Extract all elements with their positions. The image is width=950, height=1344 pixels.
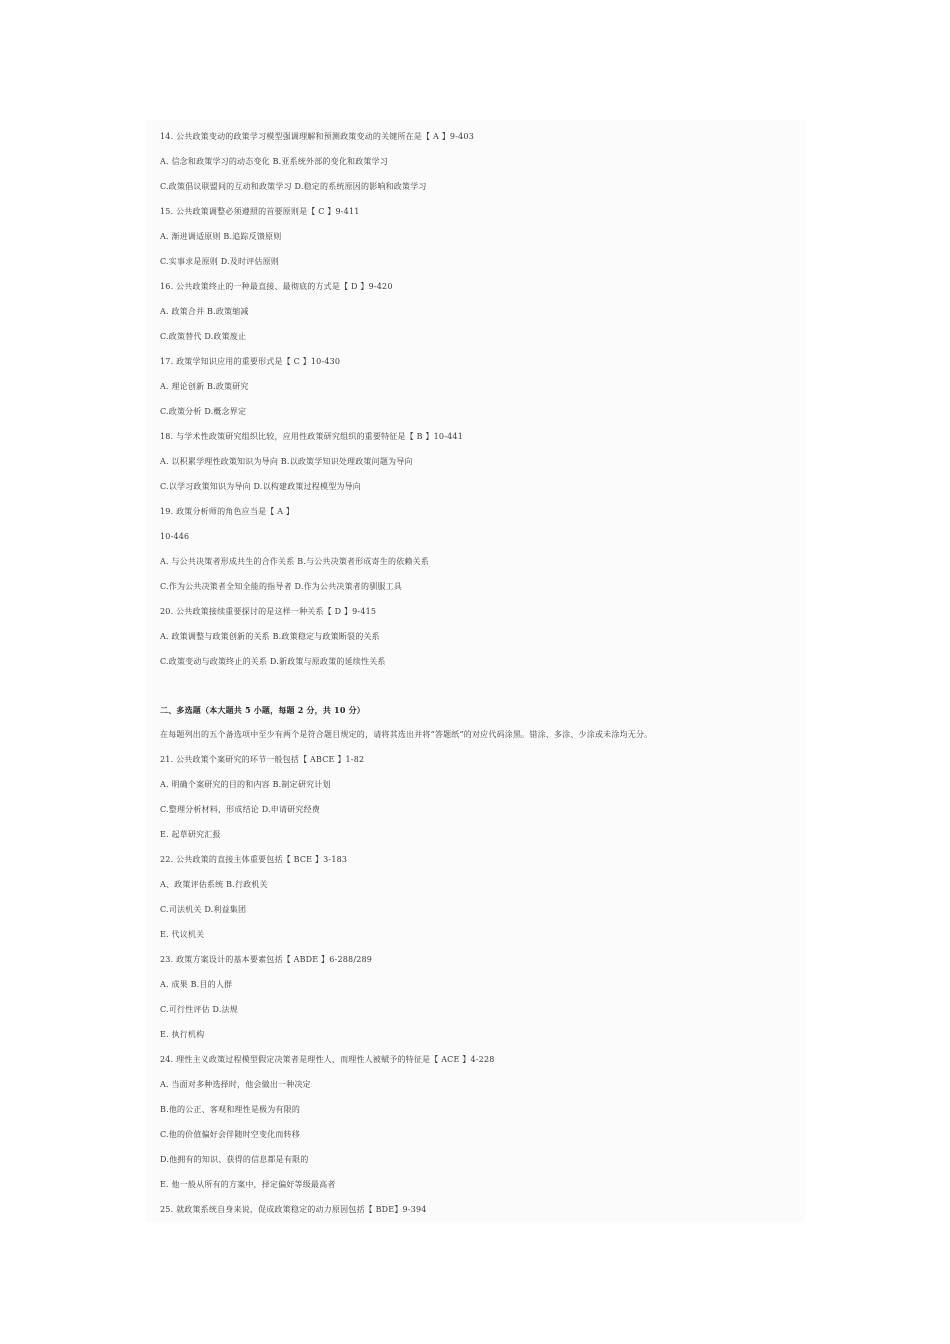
question-14: 14. 公共政策变动的政策学习模型强调理解和预测政策变动的关键所在是【 A 】9-403 [160,132,474,141]
question-15-options-ab: A. 渐进调适原则 B.追踪反馈原则 [160,232,282,241]
question-18: 18. 与学术性政策研究组织比较，应用性政策研究组织的重要特征是【 B 】10-441 [160,432,463,441]
question-23: 23. 政策方案设计的基本要素包括【 ABDE 】6-288/289 [160,955,373,964]
question-18-options-cd: C.以学习政策知识为导向 D.以构建政策过程模型为导向 [160,482,361,491]
question-16-options-cd: C.政策替代 D.政策废止 [160,332,247,341]
question-24-option-d: D.他拥有的知识、获得的信息都是有限的 [160,1155,309,1164]
question-20-options-cd: C.政策变动与政策终止的关系 D.新政策与原政策的延续性关系 [160,657,386,666]
question-19-options-ab: A. 与公共决策者形成共生的合作关系 B.与公共决策者形成寄生的依赖关系 [160,557,430,566]
question-22-options-ab: A、政策评估系统 B.行政机关 [160,880,268,889]
question-21-option-e: E. 起草研究汇报 [160,830,221,839]
question-16-options-ab: A. 政策合并 B.政策缩减 [160,307,249,316]
question-19: 19. 政策分析师的角色应当是【 A 】 [160,507,295,516]
question-15: 15. 公共政策调整必须遵照的首要原则是【 C 】9-411 [160,207,360,216]
question-16: 16. 公共政策终止的一种最直接、最彻底的方式是【 D 】9-420 [160,282,393,291]
question-21: 21. 公共政策个案研究的环节一般包括【 ABCE 】1-82 [160,755,365,764]
question-21-options-ab: A. 明确个案研究的目的和内容 B.制定研究计划 [160,780,331,789]
section-heading-multi-choice: 二、多选题（本大题共 5 小题，每题 2 分，共 10 分） [160,705,365,715]
question-17-options-cd: C.政策分析 D.概念界定 [160,407,247,416]
question-22: 22. 公共政策的直接主体重要包括【 BCE 】3-183 [160,855,348,864]
question-14-options-ab: A. 信念和政策学习的动态变化 B.亚系统外部的变化和政策学习 [160,157,389,166]
question-14-options-cd: C.政策倡议联盟间的互动和政策学习 D.稳定的系统原因的影响和政策学习 [160,182,427,191]
section-instructions: 在每题列出的五个备选项中至少有两个是符合题目规定的，请将其选出并将“答题纸”的对应代码涂黑。错涂、多涂、少涂或未涂均无分。 [160,730,653,739]
question-24-option-e: E. 他一般从所有的方案中，择定偏好等级最高者 [160,1180,336,1189]
question-22-option-e: E. 代议机关 [160,930,205,939]
question-19-options-cd: C.作为公共决策者全知全能的指导者 D.作为公共决策者的驯服工具 [160,582,402,591]
question-24-option-a: A. 当面对多种选择时，他会做出一种决定 [160,1080,311,1089]
question-22-options-cd: C.司法机关 D.利益集团 [160,905,247,914]
question-23-options-cd: C.可行性评估 D.法规 [160,1005,238,1014]
question-20-options-ab: A. 政策调整与政策创新的关系 B.政策稳定与政策断裂的关系 [160,632,380,641]
question-24-option-b: B.他的公正、客观和理性是极为有限的 [160,1105,301,1114]
question-17-options-ab: A. 理论创新 B.政策研究 [160,382,249,391]
question-24-option-c: C.他的价值偏好会伴随时空变化而转移 [160,1130,300,1139]
question-15-options-cd: C.实事求是原则 D.及时评估原则 [160,257,279,266]
question-20: 20. 公共政策接续重要探讨的是这样一种关系【 D 】9-415 [160,607,377,616]
question-17: 17. 政策学知识应用的重要形式是【 C 】10-430 [160,357,341,366]
question-23-option-e: E. 执行机构 [160,1030,205,1039]
question-23-options-ab: A. 成果 B.目的人群 [160,980,233,989]
question-21-options-cd: C.整理分析材料，形成结论 D.申请研究经费 [160,805,320,814]
question-25: 25. 就政策系统自身来说，促成政策稳定的动力原因包括【 BDE】9-394 [160,1205,427,1214]
question-19-page-ref: 10-446 [160,532,190,541]
question-24: 24. 理性主义政策过程模型假定决策者是理性人，而理性人被赋予的特征是【 ACE 】4-228 [160,1055,495,1064]
question-18-options-ab: A. 以积累学理性政策知识为导向 B.以政策学知识处理政策问题为导向 [160,457,413,466]
